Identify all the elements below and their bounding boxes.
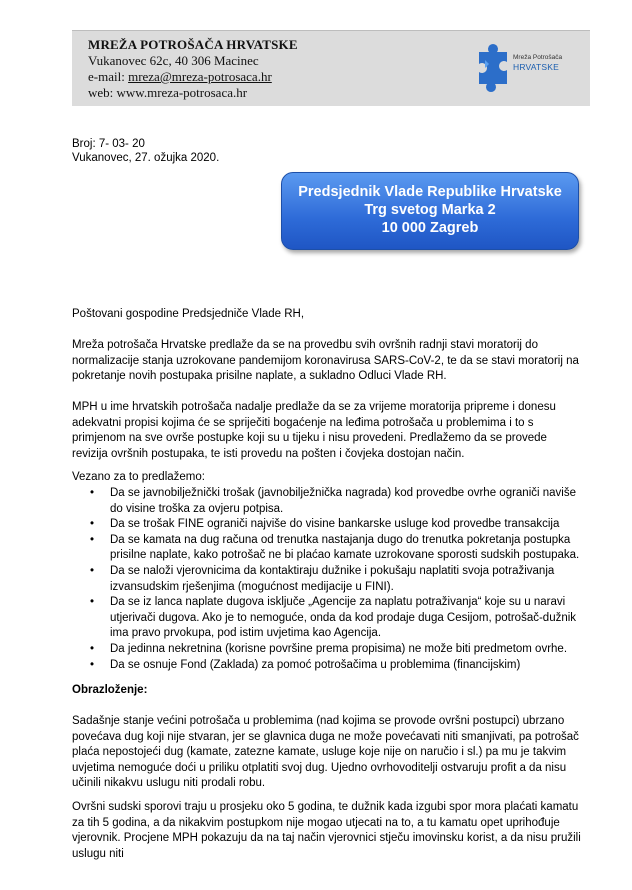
recipient-line-3: 10 000 Zagreb: [381, 220, 479, 236]
document-meta: [72, 137, 219, 165]
puzzle-logo-icon: [473, 40, 517, 96]
organization-address: Vukanovec 62c, 40 306 Macinec: [88, 53, 259, 68]
organization-email-line: [88, 69, 298, 85]
section-heading: Obrazloženje:: [72, 684, 148, 696]
email-link[interactable]: mreza@mreza-potrosaca.hr: [128, 69, 272, 84]
paragraph-4: Ovršni sudski sporovi traju u prosjeku oko 5 godina, te dužnik kada izgubi spor mora plaćati kamatu za tih 5 godina, a da nikakvim postupkom nije mogao utjecati na to, a tu kamatu opet uprihođuje vjerovnik. Procjene MPH pokazuju da na taj način vjerovnici stječu imovinsku korist, a da nisu pružili uslugu niti: [72, 801, 581, 860]
organization-name: MREŽA POTROŠAČA HRVATSKE: [88, 37, 298, 52]
proposal-list: [72, 486, 582, 673]
paragraph-2: MPH u ime hrvatskih potrošača nadalje predlaže da se za vrijeme moratorija pripreme i donesu adekvatni propisi kojima će se spriječiti bogaćenje na leđima potrošača u problemima i to s primjenom na sve ovrše postupke koji su u tijeku i nisu provedeni. Predlažemo da se provede revizija ovršnih postupaka, te isti provedu na pošten i čovjeka dostojan način.: [72, 401, 556, 460]
list-item: • Da jedinna nekretnina (korisne površine prema propisima) ne može biti predmetom ovrhe.: [72, 642, 582, 658]
list-item: • Da se naloži vjerovnicima da kontaktiraju dužnike i pokušaju naplatiti svoja potraživanja izvansudskim rješenjima (mogućnost medijacije u FINI).: [72, 564, 582, 595]
list-item: • Da se osnuje Fond (Zaklada) za pomoć potrošačima u problemima (financijskim): [72, 658, 582, 674]
place-and-date: Vukanovec, 27. ožujka 2020.: [72, 152, 220, 164]
list-intro: Vezano za to predlažemo:: [72, 471, 205, 483]
paragraph-1: Mreža potrošača Hrvatske predlaže da se na provedbu svih ovršnih radnji stavi moratorij do normalizacije stanja uzrokovane pandemijom koronavirusa SARS-CoV-2, te da se stavi moratorij na pokretanje novih postupaka prisilne naplate, a sukladno Odluci Vlade RH.: [72, 339, 579, 383]
list-item: • Da se javnobilježnički trošak (javnobilježnička nagrada) kod provedbe ovrhe ograniči naviše do visine troška za ovjeru potpisa.: [72, 486, 582, 517]
list-item: • Da se trošak FINE ograniči najviše do visine bankarske usluge kod provedbe transakcija: [72, 517, 582, 533]
letterhead-text: [88, 37, 298, 101]
paragraph-3: Sadašnje stanje većini potrošača u problemima (nad kojima se provode ovršni postupci) ubrzano povećava dug koji nije stvaran, jer se glavnica duga ne može povećavati niti smanjivati, pa potrošač plaća nepostojeći dug (kamate, zatezne kamate, usluge koje nije on naručio i sl.) pa mu je takvim uvjetima nemoguće doći u priliku otplatiti svoj dug. Ujedno ovrhovoditelji ostvaruju profit a da nisu učinili nikakvu uslugu niti prodali robu.: [72, 715, 579, 790]
email-label: e-mail:: [88, 69, 129, 84]
organization-web: web: www.mreza-potrosaca.hr: [88, 85, 248, 100]
recipient-box: [281, 172, 579, 250]
salutation: Poštovani gospodine Predsjedniče Vlade RH,: [72, 308, 305, 320]
reference-number: Broj: 7- 03- 20: [72, 138, 145, 150]
letterhead: [72, 30, 590, 106]
organization-logo: [473, 40, 587, 98]
logo-small-text: Mreža Potrošača: [513, 54, 563, 61]
recipient-line-1: Predsjednik Vlade Republike Hrvatske: [298, 184, 562, 200]
list-item: • Da se iz lanca naplate dugova isključe „Agencije za naplatu potraživanja“ koje su u naravi utjerivači dugova. Ako je to nemoguće, onda da kod prodaje duga Cesijom, potrošač-dužnik ima pravo prvokupa, pod istim uvjetima kao Agencija.: [72, 595, 582, 642]
recipient-line-2: Trg svetog Marka 2: [364, 202, 496, 218]
logo-big-text: HRVATSKE: [513, 62, 560, 72]
list-item: • Da se kamata na dug računa od trenutka nastajanja dugo do trenutka pokretanja postupka prisilne naplate, kako potrošač ne bi plaćao kamate uzrokovane sporosti sudskih postupaka.: [72, 533, 582, 564]
